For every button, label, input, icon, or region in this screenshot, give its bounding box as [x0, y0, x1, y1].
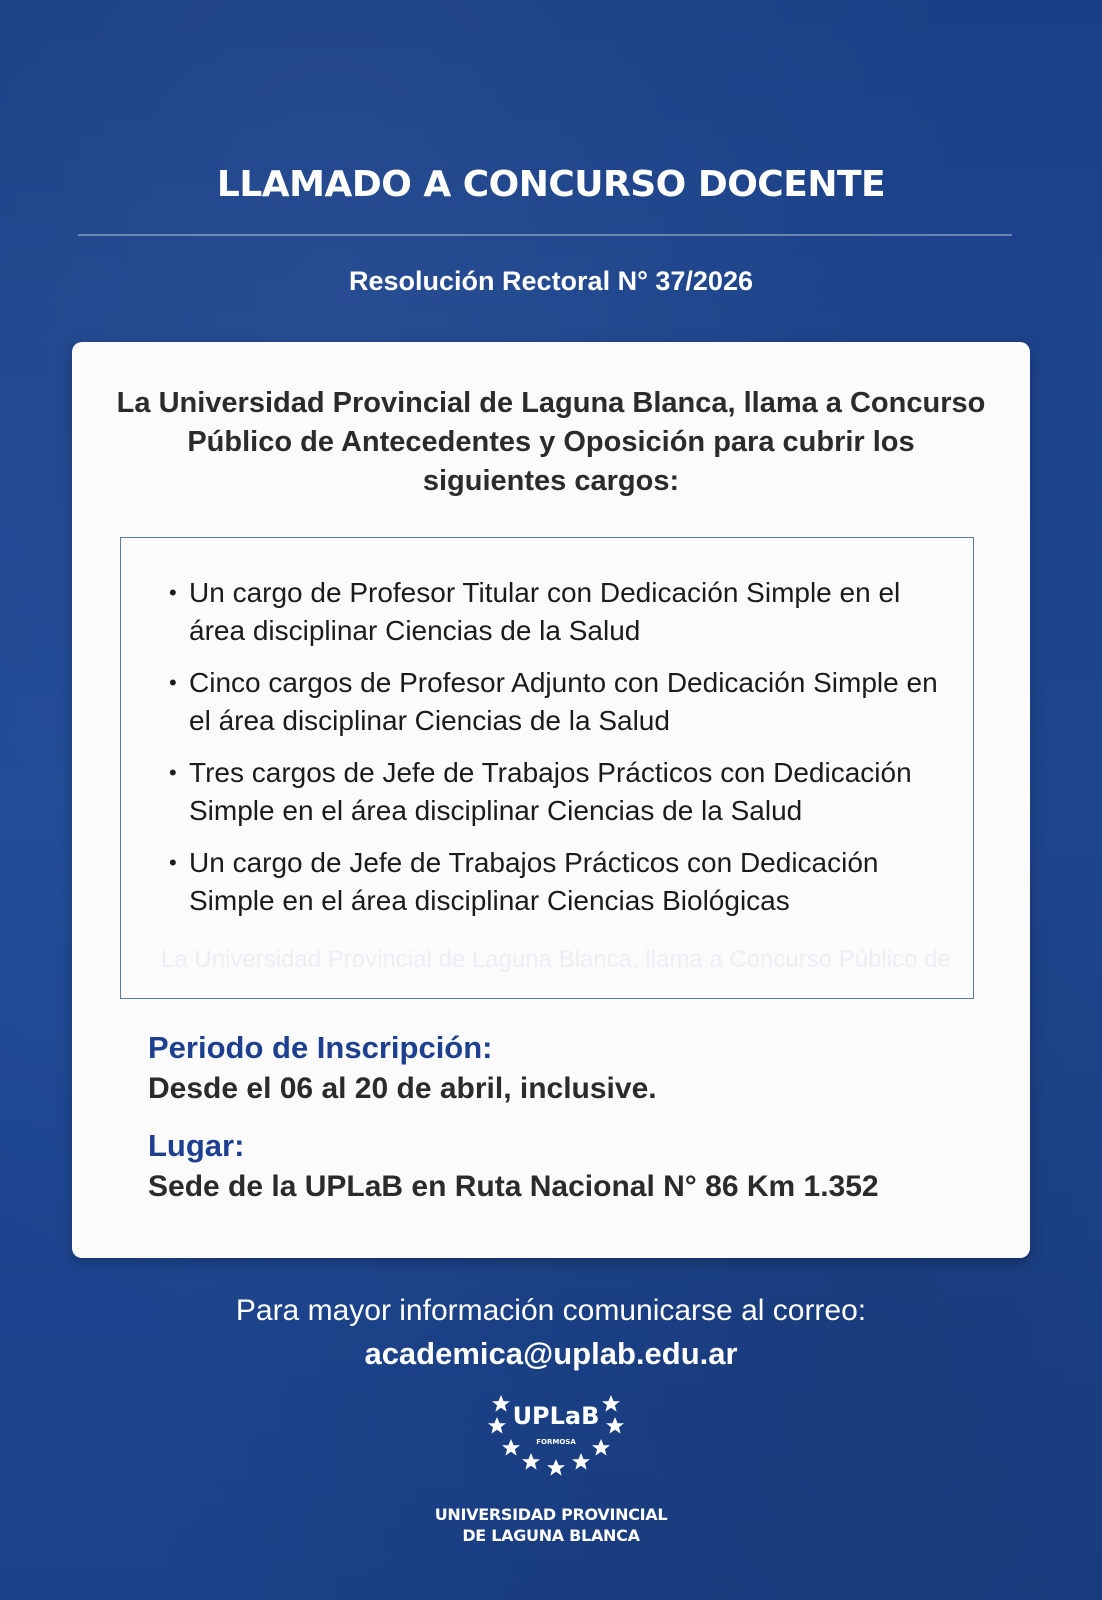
- list-item: • Un cargo de Profesor Titular con Dedicación Simple en el área disciplinar Ciencias de la Salud: [169, 577, 901, 646]
- star-icon: [492, 1395, 510, 1412]
- place-label: Lugar:: [148, 1128, 245, 1163]
- place-value: Sede de la UPLaB en Ruta Nacional N° 86 Km 1.352: [148, 1170, 879, 1203]
- university-name: UNIVERSIDAD PROVINCIAL DE LAGUNA BLANCA: [434, 1505, 668, 1545]
- star-icon: [572, 1453, 590, 1470]
- title-divider: [78, 234, 1012, 236]
- list-item: • Cinco cargos de Profesor Adjunto con Dedicación Simple en el área disciplinar Ciencias de la Salud: [169, 667, 938, 736]
- logo-subtext: FORMOSA: [536, 1438, 576, 1446]
- watermark-text: La Universidad Provincial de Laguna Blanca, llama a Concurso Público de: [161, 946, 951, 973]
- star-icon: [488, 1417, 506, 1434]
- star-icon: [502, 1439, 520, 1456]
- positions-list: [169, 574, 955, 934]
- star-icon: [547, 1459, 565, 1476]
- logo-wordmark: UPLaB: [512, 1402, 600, 1430]
- positions-box: [120, 537, 974, 999]
- contact-email-link[interactable]: academica@uplab.edu.ar: [364, 1336, 738, 1371]
- intro-text: La Universidad Provincial de Laguna Blanca, llama a Concurso Público de Antecedentes y Oposición para cubrir los siguientes cargos:: [116, 387, 986, 497]
- star-icon: [592, 1439, 610, 1456]
- announcement-card: [72, 342, 1030, 1258]
- period-label: Periodo de Inscripción:: [148, 1030, 493, 1065]
- contact-text: Para mayor información comunicarse al correo:: [235, 1294, 867, 1327]
- star-icon: [602, 1395, 620, 1412]
- resolution-number: Resolución Rectoral N° 37/2026: [349, 266, 753, 296]
- list-item: • Un cargo de Jefe de Trabajos Prácticos con Dedicación Simple en el área disciplinar Ciencias Biológicas: [169, 847, 879, 916]
- period-value: Desde el 06 al 20 de abril, inclusive.: [148, 1072, 657, 1105]
- list-item: • Tres cargos de Jefe de Trabajos Prácticos con Dedicación Simple en el área disciplinar Ciencias de la Salud: [169, 757, 912, 826]
- page-title: LLAMADO A CONCURSO DOCENTE: [216, 164, 886, 205]
- star-icon: [522, 1453, 540, 1470]
- university-logo: [481, 1394, 631, 1494]
- star-icon: [606, 1417, 624, 1434]
